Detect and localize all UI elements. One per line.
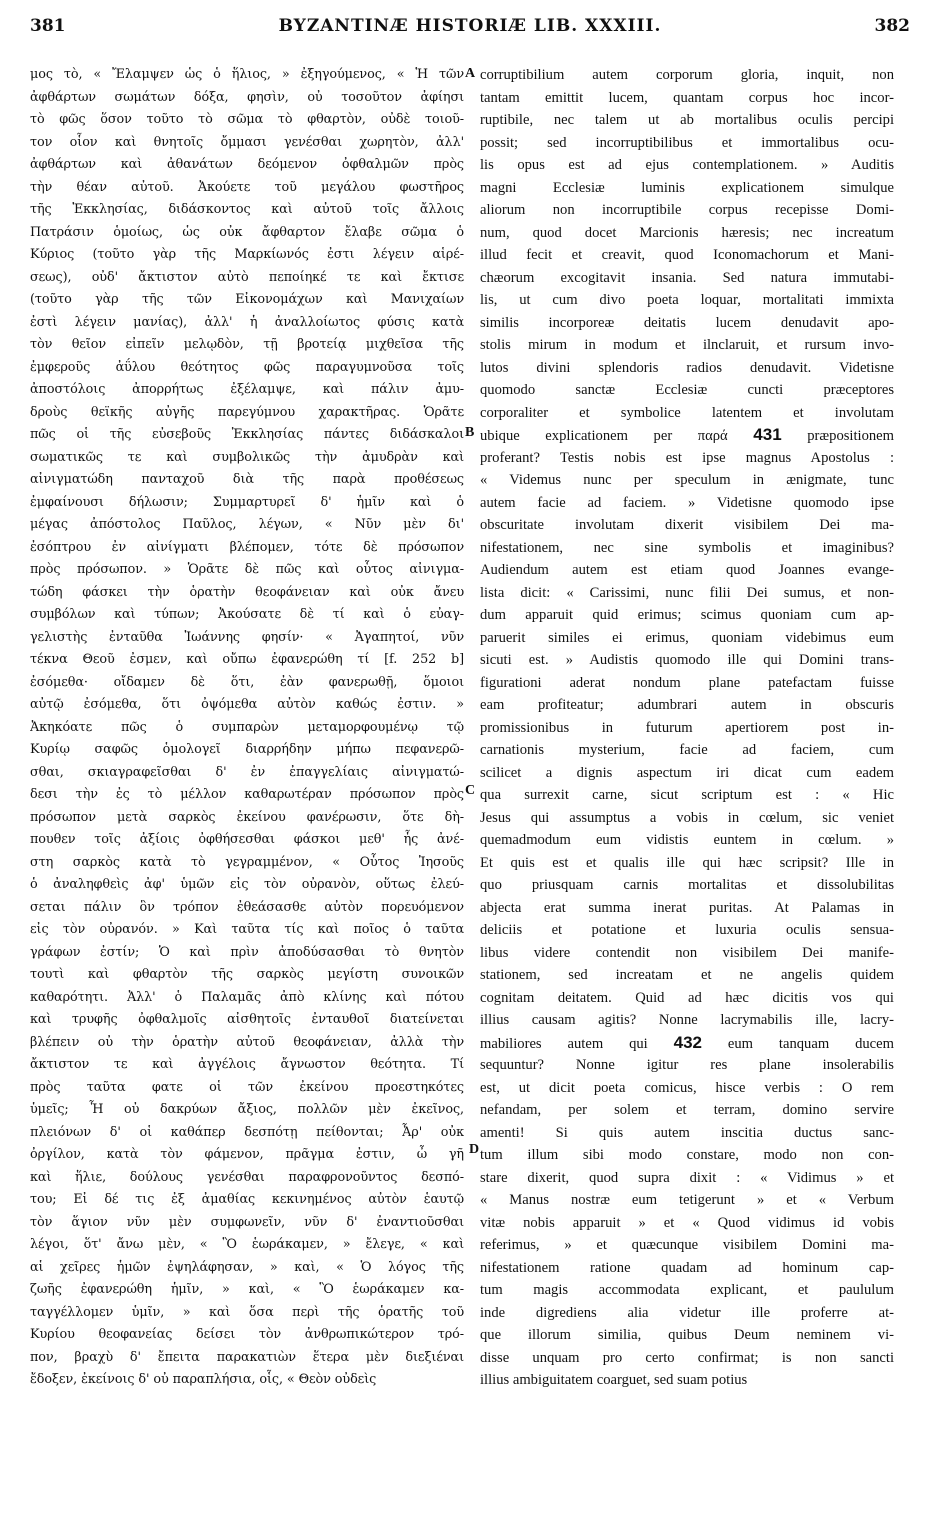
greek-text-line: ἀποστόλοις ἀπορρήτως ἐξέλαμψε, καὶ πάλιν ἀμυ- xyxy=(30,382,464,397)
greek-text-line: ἐσόπτρου ἐν αἰνίγματι βλέπομεν, τότε δὲ πρόσωπον xyxy=(30,539,464,555)
latin-text-line: illius causam agitis? Nonne lacrymabilis ille, lacry- xyxy=(480,1012,894,1028)
page-number-right: 382 xyxy=(874,16,910,36)
margin-marker-d: D xyxy=(469,1142,480,1157)
greek-text-line: πρὸς ταῦτα φατε οἱ τῶν ἐκείνου προεστηκότες xyxy=(30,1079,464,1095)
latin-text-line: possit; sed incorruptibilibus et immortalibus ocu- xyxy=(480,134,894,151)
latin-text-line: promissionibus in futurum apertiorem post in- xyxy=(480,719,894,736)
latin-text-line: figurationi aderat nondum plane patefactam fuisse xyxy=(480,674,894,691)
latin-text-line: nifestationem, nec sine symbolis et imaginibus? xyxy=(480,539,894,556)
latin-text-line: deliciis et potatione et luxuria oculis sensua- xyxy=(480,922,894,938)
latin-text-line: aliorum non incorruptibile corpus recepisse Domi- xyxy=(480,202,894,218)
latin-text-line: similis incorporeæ deitatis lucem denudavit apo- xyxy=(480,314,894,331)
greek-text-line: πρόσωπον μετὰ σαρκὸς ἐκείνου φανέρωσιν, ὅτε δὴ- xyxy=(30,809,464,825)
latin-text-line: stationem, sed increatam et ne angelis quidem xyxy=(480,967,894,983)
latin-text-line: mabiliores autem qui 432 eum tanquam ducem xyxy=(480,1032,894,1052)
greek-text-line: Πατράσιν ὁμοίως, ὡς οὐκ ἄφθαρτον ἔλαβε σῶμα ὁ xyxy=(30,224,464,240)
latin-text-line: chæorum excogitavit insania. Sed natura immutabi- xyxy=(480,269,894,286)
greek-text-line: ἀφθάρτων σωμάτων δόξα, φησὶν, οὐ τοσοῦτον ἀφίησι xyxy=(30,89,464,105)
latin-text-line: tantam emittit lucem, quantam corpus hoc incor- xyxy=(480,89,894,106)
greek-text-line: σεται πάλιν ὃν τρόπον ἐθεάσασθε αὐτὸν πορευόμενον xyxy=(30,899,464,915)
greek-text-line: στη σαρκὸς κατὰ τὸ γεγραμμένον, « Οὗτος Ἰησοῦς xyxy=(30,854,464,870)
greek-text-line: Κύριος (τοῦτο γὰρ τῆς Μαρκίωνός ἐστι λέγειν αἱρέ- xyxy=(30,247,464,262)
latin-text-line: num, quod docet Marcionis hæresis; nec increatum xyxy=(480,224,894,241)
latin-text-line: carnationis mysterium, facie ad faciem, cum xyxy=(480,742,894,758)
page-number-left: 381 xyxy=(30,16,66,36)
latin-text-line: illud fecit et creavit, quod Iconomachorum et Mani- xyxy=(480,247,894,263)
latin-text-line: Audiendum autem est etiam quod Joannes evange- xyxy=(480,562,894,578)
greek-text-line: τὸν θεῖον εἰπεῖν μελῳδὸν, τῇ βροτείᾳ μιχθεῖσα τῆς xyxy=(30,337,464,352)
latin-text-line: corruptibilium autem corporum gloria, inquit, non xyxy=(480,67,894,83)
latin-text-line: stare dixerit, quod supra dixit : « Vidimus » et xyxy=(480,1169,894,1186)
latin-text-line: obscuritate involutam dixerit visibilem Dei ma- xyxy=(480,517,894,533)
latin-text-line: stolis mirum in modum et ilnclaruit, et rursum invo- xyxy=(480,337,894,353)
latin-text-line: proferant? Testis nobis est ipse magnus Apostolus : xyxy=(480,449,894,466)
latin-text-line: quomodo sanctæ Ecclesiæ cuncti præceptores xyxy=(480,382,894,398)
greek-text-line: πρὸς πρόσωπον. » Ὁρᾶτε δὲ πῶς καὶ οὗτος αἰνιγμα- xyxy=(30,562,464,577)
latin-text-line: cognitam deitatem. Quid ad hæc dicitis vos qui xyxy=(480,989,894,1006)
latin-text-line: que illorum similia, quibus Deum neminem vi- xyxy=(480,1327,894,1343)
greek-text-line: σεως), οὐδ' ἄκτιστον αὐτὸ πεποίηκέ τε καὶ ἔκτισε xyxy=(30,269,464,285)
greek-text-line: τὸν ἅγιον νῦν μὲν συμφωνεῖν, νῦν δ' ἐναντιοῦσθαι xyxy=(30,1214,464,1230)
latin-text-line: illius ambiguitatem coarguet, sed suam potius xyxy=(480,1372,748,1388)
margin-marker-c: C xyxy=(465,783,476,798)
latin-text-line: abjecta erat summa inerat puritas. At Palamas in xyxy=(480,899,894,916)
greek-text-line: ἐστὶ λέγειν μανίας), ἀλλ' ἡ ἀναλλοίωτος φύσις κατὰ xyxy=(30,314,464,330)
greek-text-line: σωματικῶς τε καὶ συμβολικῶς τὴν ἀμυδρὰν καὶ xyxy=(30,449,464,465)
latin-text-line: scilicet a dignis aspectum iri dicat cum eadem xyxy=(480,764,894,781)
greek-text-line: τέκνα Θεοῦ ἐσμεν, καὶ οὔπω ἐφανερώθη τί [f. 252 b] xyxy=(30,652,464,667)
greek-text-line: τῆς Ἐκκλησίας, διδάσκοντος καὶ αὐτοῦ τοῖς ἄλλοις xyxy=(30,202,464,217)
latin-text-line: libus videre contendit non visibilem Dei manife- xyxy=(480,944,894,961)
latin-text-line: lista dicit: « Carissimi, nunc filii Dei sumus, et non- xyxy=(480,584,894,601)
latin-text-line: « Videmus nunc per speculum in ænigmate, tunc xyxy=(480,472,894,488)
greek-text-line: ταγγέλλομεν ὑμῖν, » καὶ ὅσα περὶ τῆς ὁρατῆς τοῦ xyxy=(30,1304,464,1320)
greek-text-line: πουθεν τοῖς ἀξίοις ὀφθήσεσθαι φάσκοι μεθ' ἧς ἀνέ- xyxy=(30,832,464,847)
latin-text-column xyxy=(480,64,894,1392)
latin-text-line: corporaliter et symbolice latentem et involutam xyxy=(480,404,894,421)
greek-text-line: ὀργίλον, κατὰ τὸν φάμενον, πρᾶγμα ἐστιν, ὦ γῆ xyxy=(30,1147,464,1162)
greek-text-line: μος τὸ, « Ἔλαμψεν ὡς ὁ ἥλιος, » ἐξηγούμενος, « Ἡ τῶν xyxy=(30,67,464,82)
greek-text-line: εἰς τὸν οὐρανόν. » Καὶ ταῦτα τίς καὶ ποῖος ὁ ταῦτα xyxy=(30,922,464,937)
greek-text-line: καθαρότητι. Ἀλλ' ὁ Παλαμᾶς ἀπὸ κλίνης καὶ πότου xyxy=(30,989,464,1005)
greek-text-line: σθαι, σκιαγραφεῖσθαι δ' ἐν ἐπαγγελίαις αἰνιγματώ- xyxy=(30,764,464,780)
latin-text-line: inde digrediens alia videtur ille proferre at- xyxy=(480,1304,894,1321)
latin-text-line: Et quis est et qualis ille qui hæc scripsit? Ille in xyxy=(480,854,894,871)
latin-text-line: amenti! Si quis autem inscitia ductus sanc- xyxy=(480,1124,894,1141)
page-header xyxy=(28,14,912,54)
greek-text-line: ὑμεῖς; Ἦ οὐ δακρύων ἄξιος, πολλῶν μὲν ἐκεῖνος, xyxy=(30,1102,464,1117)
margin-marker-a: A xyxy=(465,66,476,81)
greek-text-line: Κυρίου θεοφανείας δείσει τὸν ἀνθρωπικώτερον τρό- xyxy=(30,1327,464,1342)
greek-text-line: δεσι τὴν ἐς τὸ μέλλον καθαρωτέραν πρόσωπον πρὸς xyxy=(30,787,464,802)
greek-text-line: Ἀκηκόατε πῶς ὁ συμπαρὼν μεταμορφουμένῳ τῷ xyxy=(30,719,464,735)
latin-text-line: « Manus nostræ eum tetigerunt » et « Verbum xyxy=(480,1192,894,1208)
latin-text-line: magni Ecclesiæ luminis explicationem simulque xyxy=(480,179,894,196)
greek-text-line: καὶ ἥλιε, δούλους γενέσθαι παραφρονοῦντος δεσπό- xyxy=(30,1169,464,1185)
latin-text-line: ruptibile, nec talem ut ab mortalibus oculis percipi xyxy=(480,112,894,128)
latin-text-line: Jesus qui assumptus a vobis in cœlum, sic veniet xyxy=(480,809,894,826)
greek-text-line: καὶ τρυφῆς ὀφθαλμοῖς αἰσθητοῖς ἐνταυθοῖ διατείνεται xyxy=(30,1012,464,1027)
greek-text-line: ἔδοξεν, ἐκείνοις δ' οὐ παραπλήσια, οἷς, « Θεὸν οὐδεὶς xyxy=(30,1372,377,1387)
latin-text-line: vitæ nobis apparuit » et « Quod vidimus id vobis xyxy=(480,1214,894,1231)
greek-text-line: (τοῦτο γὰρ τῆς τῶν Εἰκονομάχων καὶ Μανιχαίων xyxy=(30,292,464,307)
greek-text-line: τουτὶ καὶ φθαρτὸν τῆς σαρκὸς μεγίστη συνοικῶν xyxy=(30,967,464,982)
latin-text-line: est, ut dicit poeta comicus, hisce verbis : O rem xyxy=(480,1079,894,1096)
greek-text-line: πον, βραχὺ δ' ἔπειτα παρακατιὼν ἕτερα μὲν διεξιέναι xyxy=(30,1349,464,1365)
greek-text-line: ἐσόμεθα· οἴδαμεν δὲ ὅτι, ἐὰν φανερωθῇ, ὅμοιοι xyxy=(30,674,464,690)
greek-text-line: ἐμφεροῦς ἀΰλου θεότητος φῶς παραγυμνοῦσα τοῖς xyxy=(30,359,464,375)
greek-text-line: μέγας ἀπόστολος Παῦλος, λέγων, « Νῦν μὲν δι' xyxy=(30,517,464,532)
greek-text-line: τὴν θέαν αὐτοῦ. Ἀκούετε τοῦ μεγάλου φωστῆρος xyxy=(30,179,464,195)
greek-text-line: του; Εἰ δέ τις ἐξ ἀμαθίας κεκινημένος αὐτὸν ἑαυτῷ xyxy=(30,1192,464,1207)
latin-text-line: lutos divini splendoris radios denudavit. Videtisne xyxy=(480,359,894,376)
greek-text-line: πλειόνων δ' οἱ καθάπερ δεσπότῃ πείθονται; Ἆρ' οὐκ xyxy=(30,1124,464,1140)
greek-text-line: γελιστὴς ἐνταῦθα Ἰωάννης φησίν· « Ἀγαπητοί, νῦν xyxy=(30,629,464,645)
greek-text-line: αἱ χεῖρες ἡμῶν ἐψηλάφησαν, » καὶ, « Ὁ λόγος τῆς xyxy=(30,1259,464,1275)
greek-text-line: αἰνιγματώδη πανταχοῦ διὰ τῆς παρὰ προθέσεως xyxy=(30,472,464,487)
greek-text-line: συμβόλων καὶ τύπων; Ἀκούσατε δὲ τί καὶ ὁ εὐαγ- xyxy=(30,607,464,622)
greek-text-line: δροὺς θεϊκῆς αὐγῆς παρεγύμνου χαρακτῆρας. Ὁρᾶτε xyxy=(30,404,464,420)
latin-text-line: sicuti est. » Audistis quomodo ille qui Domini trans- xyxy=(480,652,894,668)
greek-text-line: τώδη φάσκει τὴν ὁρατὴν θεοφάνειαν καὶ οὐκ ἄνευ xyxy=(30,584,464,600)
edition-page-reference: 431 xyxy=(753,425,782,444)
running-title: BYZANTINÆ HISTORIÆ LIB. XXXIII. xyxy=(278,16,662,36)
greek-text-line: τὸ φῶς ὅσον τοῦτο τὸ σῶμα τὸ φθαρτὸν, οὐδὲ τοιοῦ- xyxy=(30,112,464,127)
latin-text-line: nifestationem ratione quadam ad hominum cap- xyxy=(480,1259,894,1276)
latin-text-line: lis opus est ad ejus contemplationem. » Auditis xyxy=(480,157,894,173)
latin-text-line: dum apparuit quid erimus; scimus quoniam cum ap- xyxy=(480,607,894,623)
latin-text-line: ubique explicationem per παρά 431 præpositionem xyxy=(480,425,894,444)
greek-text-line: ἀφθάρτων καὶ ἀθανάτων δεόμενον ὀφθαλμῶν πρὸς xyxy=(30,157,464,172)
greek-text-line: λέγοι, ὅτ' ἄνω μὲν, « Ὃ ἑωράκαμεν, » ἔλεγε, « καὶ xyxy=(30,1237,464,1252)
greek-text-line: Κυρίῳ σαφῶς ὁμολογεῖ διαρρήδην μήπω πεφανερῶ- xyxy=(30,742,464,757)
latin-text-line: disse unquam pro certo confirmat; is non sancti xyxy=(480,1349,894,1366)
latin-text-line: nefandam, per solem et terram, domino servire xyxy=(480,1102,894,1118)
margin-marker-b: B xyxy=(465,425,475,440)
latin-text-line: quo priusquam carnis mortalitas et dissolubilitas xyxy=(480,877,894,893)
latin-text-line: paruerit similes ei erimus, quoniam videbimus eum xyxy=(480,629,894,646)
edition-page-reference: 432 xyxy=(673,1032,702,1052)
latin-text-line: quemadmodum eum vidistis euntem in cœlum. » xyxy=(480,832,894,848)
greek-text-line: ἐμφαίνουσι δήλωσιν; Συμμαρτυρεῖ δ' ἡμῖν καὶ ὁ xyxy=(30,494,464,510)
greek-text-line: ἄκτιστον τε καὶ ἀγγέλοις ἄγνωστον θεότητα. Τί xyxy=(30,1057,464,1072)
greek-text-line: γράφων ἐστίν; Ὁ καὶ πρὶν ἀποδύσασθαι τὸ θνητὸν xyxy=(30,944,464,960)
latin-text-line: tum illum sibi modo constare, modo non con- xyxy=(480,1147,894,1163)
greek-text-line: πῶς οἱ τῆς εὐσεβοῦς Ἐκκλησίας πάντες διδάσκαλοι xyxy=(30,427,464,442)
latin-text-line: eam profiteatur; adumbrari autem in obscuris xyxy=(480,697,894,713)
latin-text-line: autem facie ad faciem. » Videtisne quomodo ipse xyxy=(480,494,894,511)
greek-text-line: ζωῆς ἐφανερώθη ἡμῖν, » καὶ, « Ὃ ἑωράκαμεν κα- xyxy=(30,1282,464,1297)
greek-text-column xyxy=(30,64,464,1392)
latin-text-line: tum magis accommodata explicant, et paululum xyxy=(480,1282,894,1298)
greek-text-line: βλέπειν οὐ τὴν ὁρατὴν αὐτοῦ θεοφάνειαν, ἀλλὰ τὴν xyxy=(30,1034,464,1050)
latin-text-line: referimus, » et quæcunque visibilem Domini ma- xyxy=(480,1237,894,1253)
greek-text-line: τον οἷον καὶ θνητοῖς ὄμμασι γενέσθαι χωρητὸν, ἀλλ' xyxy=(30,134,464,150)
latin-text-line: qua surrexit carne, sicut scriptum est : « Hic xyxy=(480,787,894,803)
latin-text-line: lis, ut cum divo poeta loquar, mortalitati immixta xyxy=(480,292,894,308)
latin-text-line: sequuntur? Nonne igitur res plane insolerabilis xyxy=(480,1057,894,1073)
greek-text-line: αὐτῷ ἐσόμεθα, ὅτι ὀψόμεθα αὐτὸν καθώς ἐστιν. » xyxy=(30,697,464,712)
greek-text-line: ὁ ἀναληφθεὶς ἀφ' ὑμῶν εἰς τὸν οὐρανὸν, οὕτως ἐλεύ- xyxy=(30,877,464,892)
